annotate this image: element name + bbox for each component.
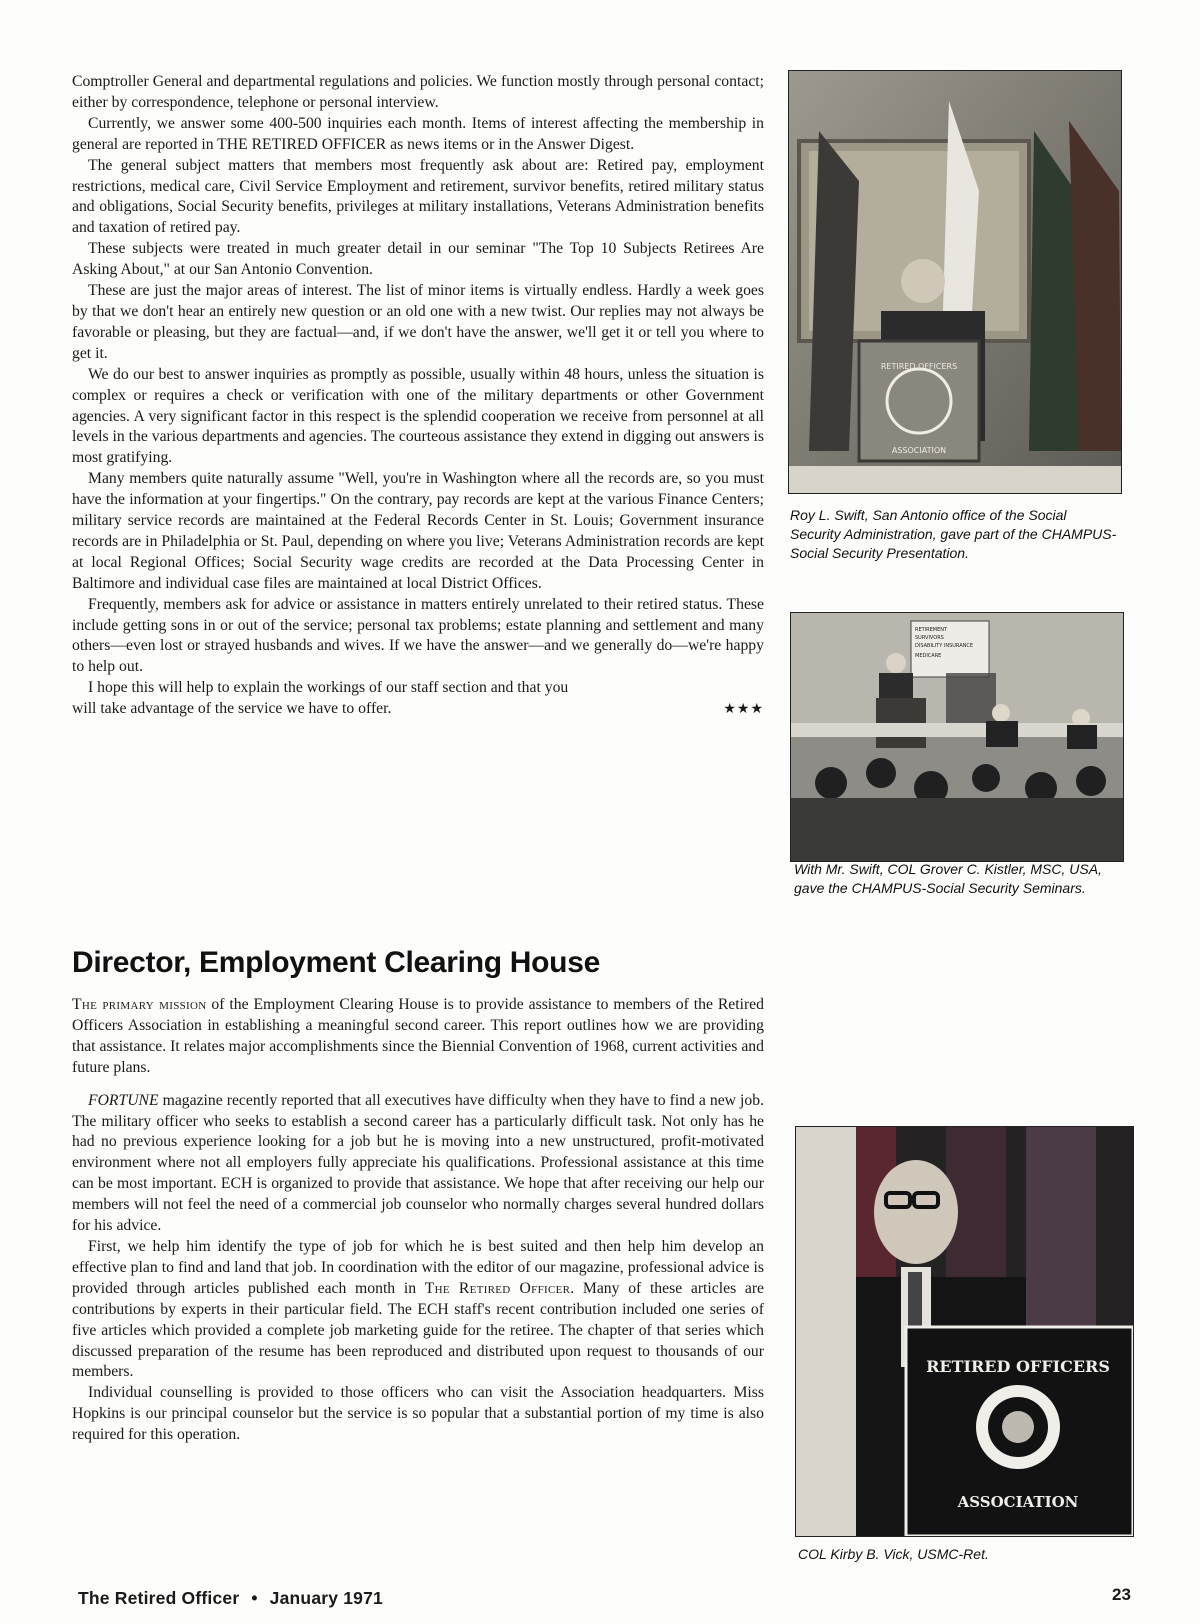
intro-lead: The primary mission bbox=[72, 996, 207, 1013]
photo-caption: Roy L. Swift, San Antonio office of the Social Security Administration, gave part of the CHAMPUS-Social Security Presentation. bbox=[790, 507, 1117, 561]
page-number: 23 bbox=[1112, 1585, 1131, 1604]
paragraph-text: . Many of these articles are contributions by experts in their particular field. The ECH staff's recent contribution included one series of five articles which provided a complete job marketing guide for the retiree. The chapter of that series which discussed preparation of the resume has been reproduced and distributed upon request to thousands of our members. bbox=[72, 1279, 765, 1381]
paragraph-text: magazine recently reported that all executives have difficulty when they have to find a new job. The military officer who seeks to establish a second career has a particularly difficult task. Not only has he had no previous experience looking for a job but he is moving into a new unstructured, profit-motivated environment where not all employers fully appreciate his qualifications. Professional assistance at this time can be most important. ECH is organized to provide that assistance. We hope that after receiving our help our members will not feel the need of a commercial job counselor who normally charges several hundred dollars for his advice. bbox=[72, 1091, 764, 1235]
photo-speaker-podium bbox=[788, 70, 1122, 494]
magazine-name: FORTUNE bbox=[88, 1091, 159, 1109]
issue-date: January 1971 bbox=[269, 1588, 383, 1608]
sign-text: MEDICARE bbox=[915, 653, 942, 659]
closing-text: will take advantage of the service we have to offer. bbox=[72, 700, 392, 718]
podium-label: RETIRED OFFICERS bbox=[880, 362, 958, 371]
paragraph: The general subject matters that members most frequently ask about are: Retired pay, employment restrictions, medical care, Civil Service Employment and retirement, survivor benefits, retired military status and obligations, Social Security benefits, privileges at military installations, Veterans Administration benefits and taxation of retired pay. bbox=[72, 156, 764, 237]
closing-paragraph: I hope this will help to explain the workings of our staff section and that you bbox=[88, 679, 569, 697]
photo-col-vick bbox=[795, 1126, 1134, 1537]
section-title: Director, Employment Clearing House bbox=[72, 946, 600, 979]
paragraph: Individual counselling is provided to those officers who can visit the Association headquarters. Miss Hopkins is our principal counselor but the service is so popular that a substantial portion of my time is also required for this operation. bbox=[72, 1384, 764, 1444]
sign-text: DISABILITY INSURANCE bbox=[915, 643, 974, 649]
photo1-illustration bbox=[789, 71, 1121, 493]
paragraph: Many members quite naturally assume "Well, you're in Washington where all the records are, so you must have the information at your fingertips." On the contrary, pay records are kept at the various Finance Centers; military service records are maintained at the Federal Records Center in St. Louis; Government insurance records are in Philadelphia or St. Paul, depending on where you live; Veterans Administration records are kept at local Regional Offices; Social Security wage credits are recorded at the Data Processing Center in Baltimore and individual case files are maintained at local District Offices. bbox=[72, 470, 764, 592]
end-mark-stars-icon: ★★★ bbox=[723, 701, 764, 718]
footer-publication bbox=[78, 1588, 383, 1609]
closing-line bbox=[72, 699, 764, 720]
intro-text: of the Employment Clearing House is to provide assistance to members of the Retired Officers Association in establishing a meaningful second career. This report outlines how we are providing that assistance. It relates major accomplishments since the Biennial Convention of 1968, current activities and future plans. bbox=[72, 996, 764, 1076]
podium-label: RETIRED OFFICERS bbox=[926, 1357, 1110, 1376]
article-continuation bbox=[72, 72, 764, 720]
intro-paragraph bbox=[72, 995, 764, 1079]
separator-dot: • bbox=[251, 1588, 258, 1608]
photo3-illustration bbox=[796, 1127, 1133, 1536]
paragraph: Comptroller General and departmental regulations and policies. We function mostly through personal contact; either by correspondence, telephone or personal interview. bbox=[72, 73, 764, 111]
paragraph: These are just the major areas of interest. The list of minor items is virtually endless. Hardly a week goes by that we don't hear an entirely new question or an old one with a new twist. Our replies may not always be favorable or pleasing, but they are factual—and, if we don't have the answer, we'll get it or tell you where to get it. bbox=[72, 282, 764, 362]
podium-label: ASSOCIATION bbox=[957, 1493, 1079, 1511]
photo-caption: With Mr. Swift, COL Grover C. Kistler, MSC, USA, gave the CHAMPUS-Social Security Seminars. bbox=[794, 861, 1102, 896]
podium-label: ASSOCIATION bbox=[891, 446, 947, 455]
paragraph: We do our best to answer inquiries as promptly as possible, usually within 48 hours, unless the situation is complex or requires a check or verification with one of the military departments or other Government agencies. A very significant factor in this respect is the splendid cooperation we receive from personnel at all levels in the various departments and agencies. The courteous assistance they extend in digging out answers is most gratifying. bbox=[72, 365, 764, 467]
paragraph bbox=[72, 1237, 764, 1383]
photo-caption: COL Kirby B. Vick, USMC-Ret. bbox=[798, 1546, 989, 1562]
photo-seminar bbox=[790, 612, 1124, 862]
magazine-name: The Retired Officer bbox=[424, 1279, 571, 1297]
paragraph: Frequently, members ask for advice or assistance in matters entirely unrelated to their retired status. These include getting sons in or out of the service; personal tax problems; estate planning and settlement and many others—even lost or strayed husbands and wives. If we have the answer—and we generally do—we're happy to help out. bbox=[72, 595, 764, 676]
paragraph: These subjects were treated in much greater detail in our seminar "The Top 10 Subjects Retirees Are Asking About," at our San Antonio Convention. bbox=[72, 240, 764, 279]
paragraph: Currently, we answer some 400-500 inquiries each month. Items of interest affecting the membership in general are reported in THE RETIRED OFFICER as news items or in the Answer Digest. bbox=[72, 114, 764, 153]
paragraph-text: First, we help him identify the type of job for which he is best suited and then help him develop an effective plan to find and land that job. In coordination with the editor of our magazine, professional advice is provided through articles published each month in bbox=[72, 1237, 764, 1297]
paragraph bbox=[72, 1091, 764, 1237]
sign-text: SURVIVORS bbox=[915, 635, 944, 641]
section-body bbox=[72, 995, 764, 1446]
publication-name: The Retired Officer bbox=[78, 1588, 240, 1608]
photo2-illustration bbox=[791, 613, 1123, 861]
sign-text: RETIREMENT bbox=[915, 627, 948, 633]
